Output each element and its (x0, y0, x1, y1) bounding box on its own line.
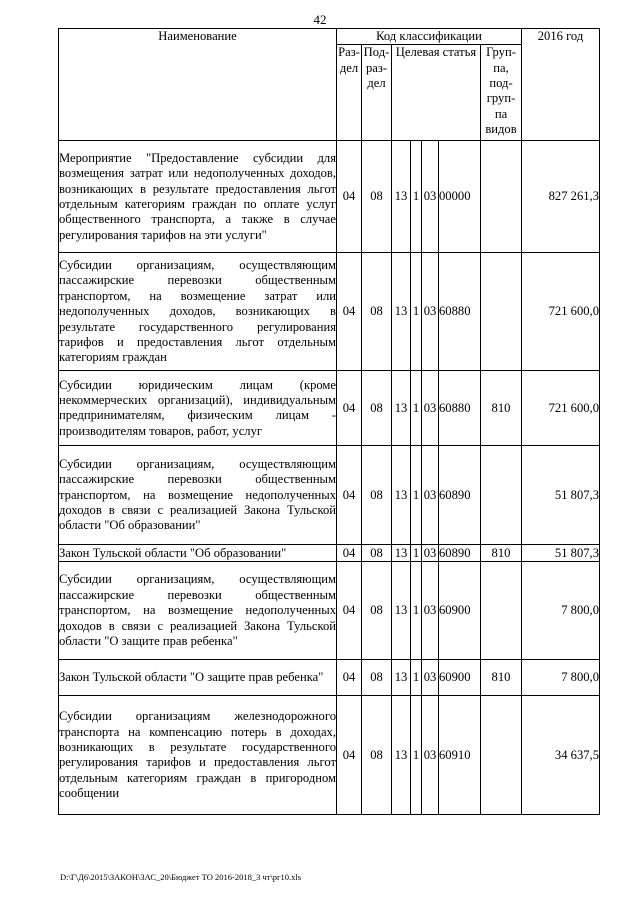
row-amount: 51 807,3 (522, 545, 600, 562)
row-target-1: 13 (392, 446, 411, 545)
row-target-2: 1 (411, 562, 422, 660)
row-name: Субсидии организациям, осуществляющим пассажирские перевозки общественным транспортом, на возмещение недополученных доходов в связи с реализацией Закона Тульской области "Об образовании" (59, 446, 337, 545)
row-target-1: 13 (392, 545, 411, 562)
row-amount: 51 807,3 (522, 446, 600, 545)
table-row (59, 562, 600, 660)
row-target-2: 1 (411, 696, 422, 815)
row-amount: 7 800,0 (522, 562, 600, 660)
row-target-4: 60900 (439, 660, 481, 696)
row-target-3: 03 (422, 660, 439, 696)
header-classification: Код классификации (337, 29, 522, 45)
row-target-2: 1 (411, 253, 422, 371)
row-razdel: 04 (337, 141, 362, 253)
header-name: Наименование (59, 29, 337, 141)
page-number: 42 (313, 12, 327, 27)
row-group: 810 (481, 371, 522, 446)
table-row (59, 545, 600, 562)
row-razdel: 04 (337, 660, 362, 696)
row-podrazdel: 08 (362, 253, 392, 371)
row-group (481, 696, 522, 815)
row-target-2: 1 (411, 446, 422, 545)
row-name: Субсидии юридическим лицам (кроме некоммерческих организаций), индивидуальным предпринимателям, физическим лицам - производителям товаров, работ, услуг (59, 371, 337, 446)
header-target: Целевая статья (392, 45, 481, 141)
row-razdel: 04 (337, 253, 362, 371)
row-target-4: 60890 (439, 446, 481, 545)
row-group (481, 446, 522, 545)
row-podrazdel: 08 (362, 660, 392, 696)
row-podrazdel: 08 (362, 371, 392, 446)
row-target-4: 60910 (439, 696, 481, 815)
row-podrazdel: 08 (362, 141, 392, 253)
row-amount: 721 600,0 (522, 253, 600, 371)
row-target-1: 13 (392, 371, 411, 446)
row-target-3: 03 (422, 696, 439, 815)
row-target-3: 03 (422, 446, 439, 545)
row-name: Субсидии организациям, осуществляющим пассажирские перевозки общественным транспортом, на возмещение затрат или недополученных доходов, возникающих в результате государственного регулирования тарифов и предоставления льгот отдельным категориям граждан (59, 253, 337, 371)
row-target-4: 00000 (439, 141, 481, 253)
row-target-3: 03 (422, 141, 439, 253)
row-target-1: 13 (392, 253, 411, 371)
row-target-4: 60880 (439, 253, 481, 371)
row-target-1: 13 (392, 562, 411, 660)
file-path-footer: D:\Г\Д6\2015\ЗАКОН\ЗАС_20\Бюджет ТО 2016-2018_3 чт\рг10.xls (60, 872, 302, 882)
table-row (59, 446, 600, 545)
row-amount: 827 261,3 (522, 141, 600, 253)
table-row (59, 253, 600, 371)
row-podrazdel: 08 (362, 545, 392, 562)
row-name: Закон Тульской области "О защите прав ребенка" (59, 660, 337, 696)
table-row (59, 696, 600, 815)
row-target-3: 03 (422, 371, 439, 446)
row-podrazdel: 08 (362, 696, 392, 815)
row-target-4: 60890 (439, 545, 481, 562)
row-target-1: 13 (392, 141, 411, 253)
header-group: Груп- па, под- груп- па видов (481, 45, 522, 141)
row-target-3: 03 (422, 253, 439, 371)
row-name: Мероприятие "Предоставление субсидии для возмещения затрат или недополученных доходов, возникающих в результате предоставления льгот отдельным категориям граждан по оплате услуг общественного транспорта, а также в случае регулирования тарифов на эти услуги" (59, 141, 337, 253)
row-razdel: 04 (337, 562, 362, 660)
row-group (481, 141, 522, 253)
row-group (481, 253, 522, 371)
row-amount: 721 600,0 (522, 371, 600, 446)
row-razdel: 04 (337, 696, 362, 815)
row-razdel: 04 (337, 371, 362, 446)
row-target-2: 1 (411, 141, 422, 253)
row-podrazdel: 08 (362, 562, 392, 660)
row-amount: 34 637,5 (522, 696, 600, 815)
row-target-1: 13 (392, 696, 411, 815)
row-podrazdel: 08 (362, 446, 392, 545)
row-target-2: 1 (411, 545, 422, 562)
row-target-4: 60900 (439, 562, 481, 660)
header-razdel: Раз- дел (337, 45, 362, 141)
row-name: Субсидии организациям, осуществляющим пассажирские перевозки общественным транспортом, на возмещение недополученных доходов в связи с реализацией Закона Тульской области "О защите прав ребенка" (59, 562, 337, 660)
row-target-1: 13 (392, 660, 411, 696)
row-target-2: 1 (411, 660, 422, 696)
row-amount: 7 800,0 (522, 660, 600, 696)
row-target-2: 1 (411, 371, 422, 446)
row-group (481, 562, 522, 660)
row-name: Субсидии организациям железнодорожного транспорта на компенсацию потерь в доходах, возникающих в результате государственного регулирования тарифов и предоставления льгот отдельным категориям граждан в пригородном сообщении (59, 696, 337, 815)
row-name: Закон Тульской области "Об образовании" (59, 545, 337, 562)
budget-table (58, 28, 600, 815)
row-razdel: 04 (337, 545, 362, 562)
row-target-3: 03 (422, 545, 439, 562)
table-row (59, 371, 600, 446)
row-group: 810 (481, 660, 522, 696)
header-year: 2016 год (522, 29, 600, 141)
header-podrazdel: Под- раз- дел (362, 45, 392, 141)
row-razdel: 04 (337, 446, 362, 545)
table-row (59, 141, 600, 253)
table-row (59, 660, 600, 696)
row-target-3: 03 (422, 562, 439, 660)
row-target-4: 60880 (439, 371, 481, 446)
row-group: 810 (481, 545, 522, 562)
